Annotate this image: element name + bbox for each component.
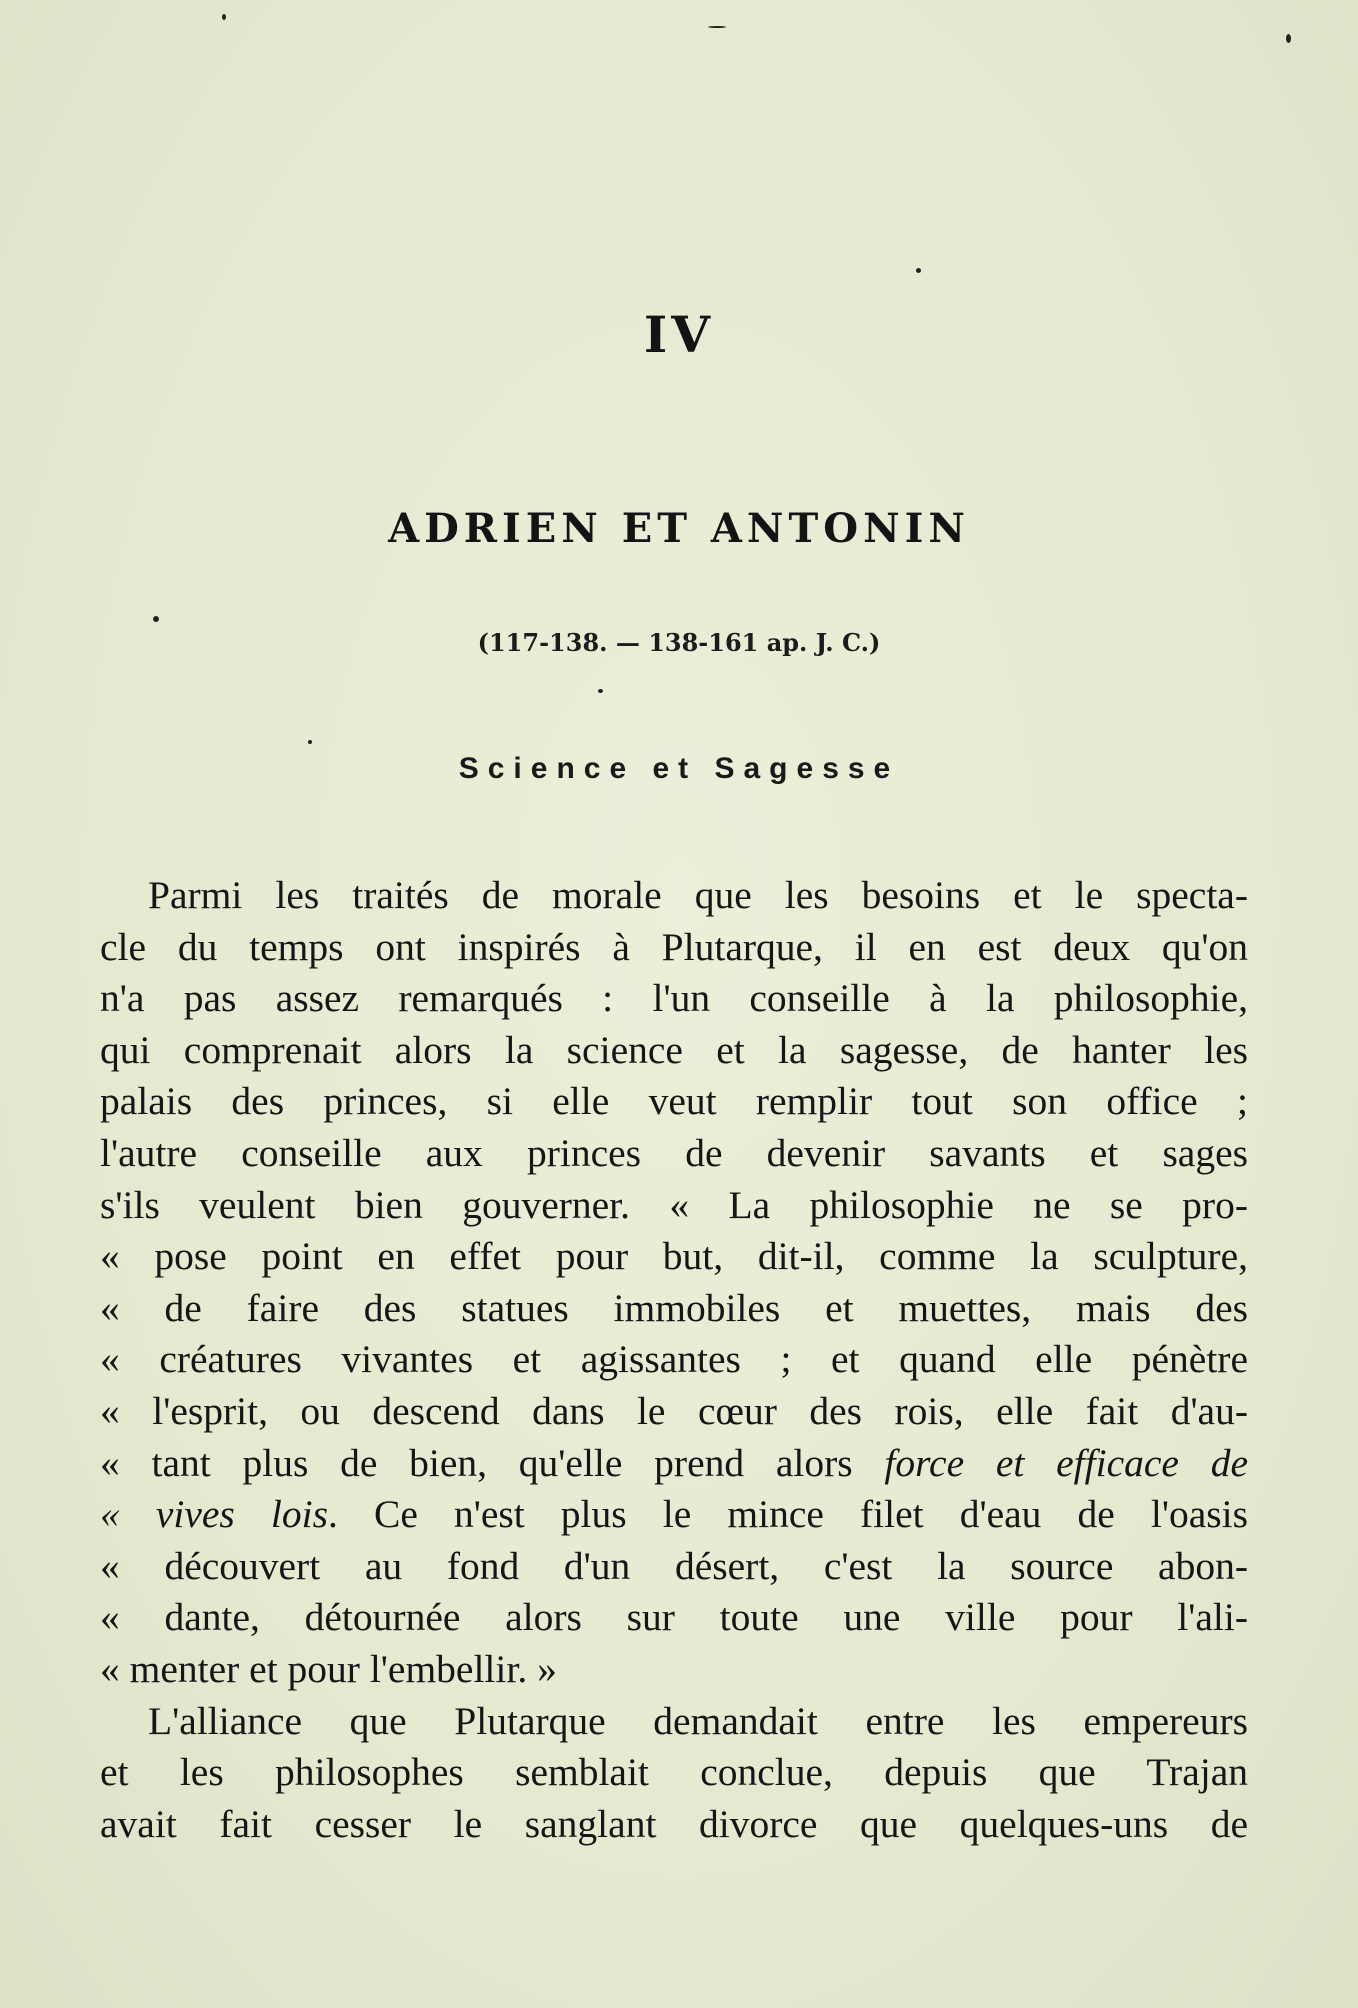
text-line: s'ils veulent bien gouverner. « La philosophie ne se pro- bbox=[100, 1182, 1248, 1227]
ink-speck bbox=[916, 268, 921, 273]
text-line: « de faire des statues immobiles et muettes, mais des bbox=[100, 1285, 1248, 1330]
text-line: L'alliance que Plutarque demandait entre les empereurs bbox=[148, 1698, 1248, 1743]
chapter-dates: (117-138. — 138-161 ap. J. C.) bbox=[477, 628, 881, 657]
text-line: n'a pas assez remarqués : l'un conseille à la philosophie, bbox=[100, 976, 1248, 1021]
text-line: « pose point en effet pour but, dit-il, comme la sculpture, bbox=[100, 1234, 1248, 1279]
text-line bbox=[100, 1438, 1248, 1490]
body-text bbox=[100, 870, 1248, 1850]
text-line: « découvert au fond d'un désert, c'est la source abon- bbox=[100, 1543, 1248, 1588]
ink-speck bbox=[308, 740, 312, 744]
italic-quote: « vives lois bbox=[100, 1492, 328, 1537]
text-line: qui comprenait alors la science et la sagesse, de hanter les bbox=[100, 1027, 1248, 1072]
text-segment: « tant plus de bien, qu'elle prend alors bbox=[100, 1440, 885, 1485]
text-line: palais des princes, si elle veut remplir tout son office ; bbox=[100, 1079, 1248, 1124]
ink-speck bbox=[222, 14, 226, 20]
ink-speck bbox=[1286, 34, 1291, 43]
text-line: l'autre conseille aux princes de devenir savants et sages bbox=[100, 1130, 1248, 1175]
text-line: « menter et pour l'embellir. » bbox=[100, 1646, 557, 1691]
chapter-number: IV bbox=[643, 305, 715, 364]
ink-speck bbox=[598, 689, 603, 693]
text-line: cle du temps ont inspirés à Plutarque, il en est deux qu'on bbox=[100, 924, 1248, 969]
chapter-title: ADRIEN ET ANTONIN bbox=[388, 505, 970, 552]
text-line: « l'esprit, ou descend dans le cœur des rois, elle fait d'au- bbox=[100, 1388, 1248, 1433]
ink-speck bbox=[708, 26, 726, 28]
section-title: Science et Sagesse bbox=[458, 752, 900, 785]
text-segment: . Ce n'est plus le mince filet d'eau de l'oasis bbox=[327, 1492, 1248, 1537]
text-line: Parmi les traités de morale que les besoins et le specta- bbox=[148, 873, 1248, 917]
text-line: avait fait cesser le sanglant divorce que quelques-uns de bbox=[100, 1801, 1248, 1846]
paragraph bbox=[100, 870, 1248, 1696]
text-line: et les philosophes semblait conclue, depuis que Trajan bbox=[100, 1750, 1248, 1795]
italic-quote: force et efficace de bbox=[884, 1440, 1248, 1485]
ink-speck bbox=[153, 616, 159, 622]
paragraph bbox=[100, 1696, 1248, 1851]
text-line bbox=[100, 1489, 1248, 1541]
text-line: « dante, détournée alors sur toute une ville pour l'ali- bbox=[100, 1595, 1248, 1640]
text-line: « créatures vivantes et agissantes ; et quand elle pénètre bbox=[100, 1337, 1248, 1382]
